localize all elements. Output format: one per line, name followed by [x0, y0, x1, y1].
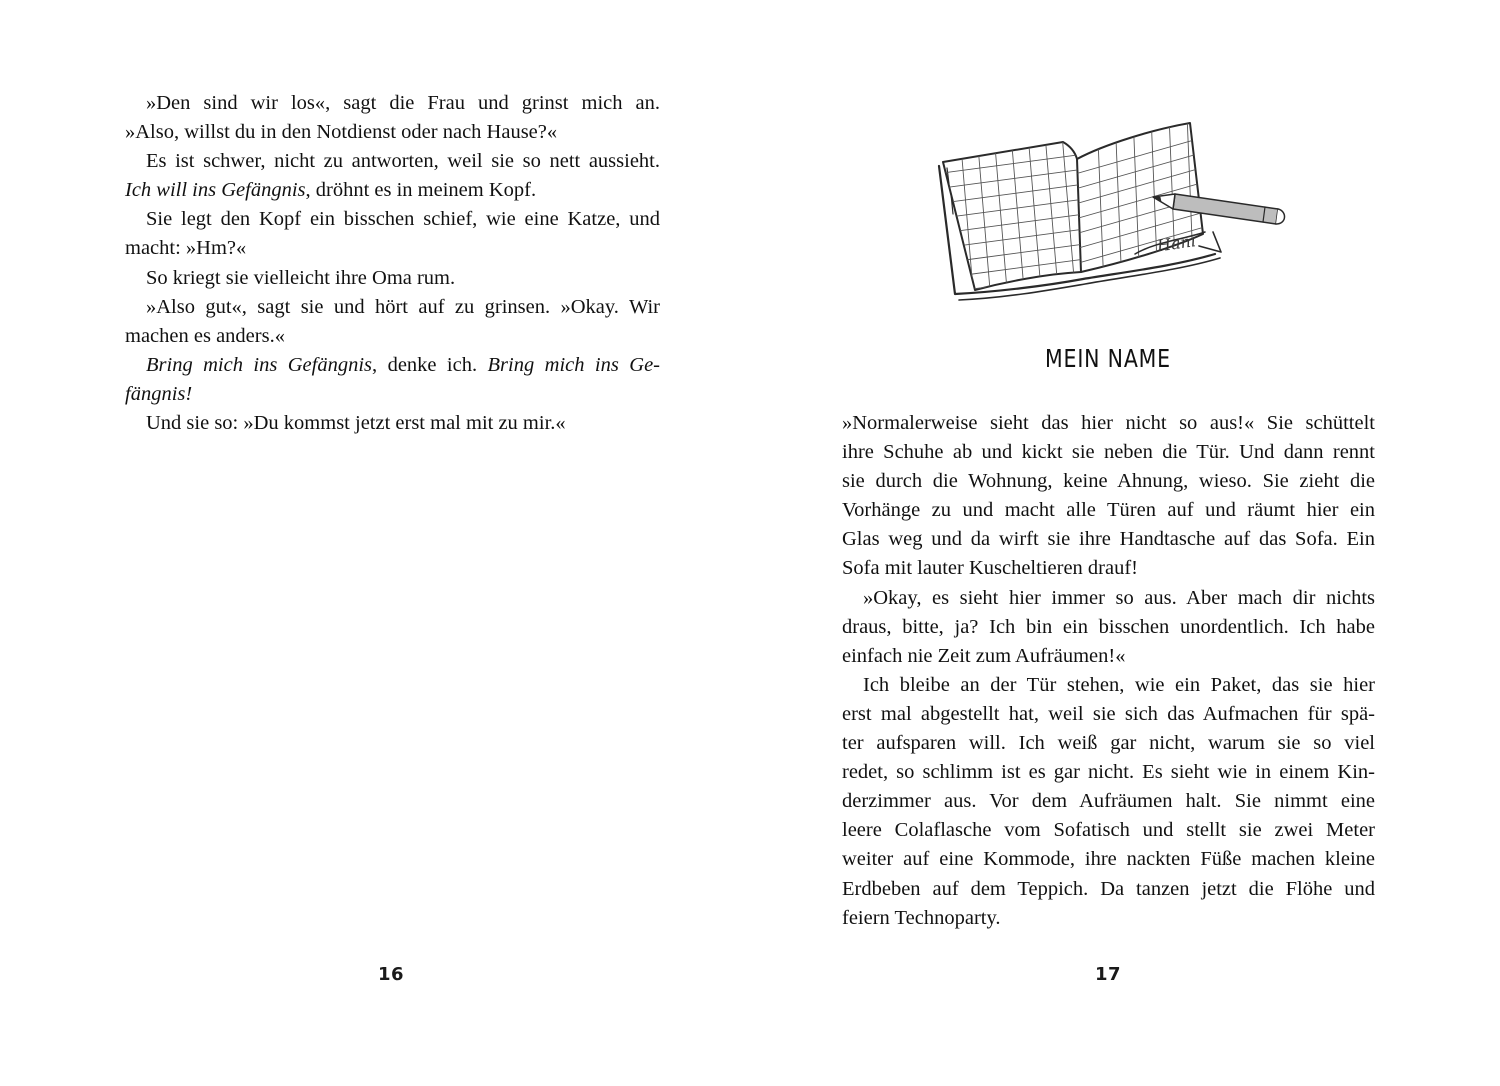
text-line	[842, 875, 1375, 904]
text-line	[125, 264, 660, 293]
text-segment: »Also gut«, sagt sie und hört auf zu grinsen. »Okay. Wir	[146, 295, 660, 318]
text-line	[842, 904, 1375, 933]
text-line	[125, 176, 660, 205]
text-line	[842, 438, 1375, 467]
text-segment: Sofa mit lauter Kuscheltieren drauf!	[842, 557, 1138, 580]
text-line	[125, 322, 660, 351]
italic-text: Bring mich ins Gefängnis	[146, 353, 373, 376]
text-line	[842, 496, 1375, 525]
right-page-body-text	[842, 409, 1375, 933]
left-page-body-text	[125, 89, 660, 438]
text-segment: Und sie so: »Du kommst jetzt erst mal mit zu mir.«	[146, 412, 566, 435]
text-line	[125, 234, 660, 263]
text-segment: »Also, willst du in den Notdienst oder nach Hause?«	[125, 121, 558, 144]
text-segment: »Normalerweise sieht das hier nicht so aus!« Sie schüttelt	[842, 412, 1375, 434]
text-line	[842, 584, 1375, 613]
text-segment: »Okay, es sieht hier immer so aus. Aber mach dir nichts	[863, 586, 1375, 609]
text-line	[842, 700, 1375, 729]
text-line	[842, 671, 1375, 700]
text-line	[842, 816, 1375, 845]
text-line	[842, 613, 1375, 642]
italic-text: fängnis!	[125, 382, 193, 405]
text-segment: weiter auf eine Kommode, ihre nackten Füße machen kleine	[842, 848, 1375, 871]
text-segment: derzimmer aus. Vor dem Aufräumen halt. Sie nimmt eine	[842, 790, 1375, 813]
text-segment: »Den sind wir los«, sagt die Frau und grinst mich an.	[146, 92, 660, 114]
text-segment: leere Colaflasche vom Sofatisch und stellt sie zwei Meter	[842, 819, 1375, 842]
text-line	[125, 380, 660, 409]
text-line	[125, 409, 660, 438]
text-segment: draus, bitte, ja? Ich bin ein bisschen unordentlich. Ich habe	[842, 615, 1375, 638]
text-segment: erst mal abgestellt hat, weil sie sich das Aufmachen für spä-	[842, 702, 1375, 725]
text-line	[842, 845, 1375, 874]
text-line	[842, 554, 1375, 583]
text-line	[125, 147, 660, 176]
text-segment: Vorhänge zu und macht alle Türen auf und räumt hier ein	[842, 499, 1375, 522]
text-segment: feiern Technoparty.	[842, 906, 1001, 929]
text-line	[842, 758, 1375, 787]
text-line	[842, 467, 1375, 496]
right-page	[750, 0, 1500, 1086]
chapter-title: MEIN NAME	[1045, 344, 1171, 373]
text-segment: , dröhnt es in meinem Kopf.	[305, 179, 537, 202]
text-segment: Es ist schwer, nicht zu antworten, weil sie so nett aussieht.	[146, 150, 660, 173]
text-segment: ihre Schuhe ab und kickt sie neben die Tür. Und dann rennt	[842, 441, 1375, 464]
text-segment: , denke ich.	[372, 353, 488, 376]
text-segment: So kriegt sie vielleicht ihre Oma rum.	[146, 266, 456, 289]
svg-text:Hani: Hani	[1155, 231, 1197, 256]
text-segment: ter aufsparen will. Ich weiß gar nicht, warum sie so viel	[842, 732, 1375, 755]
notebook-with-pencil-icon	[935, 114, 1305, 314]
text-line	[842, 642, 1375, 671]
text-segment: Ich bleibe an der Tür stehen, wie ein Paket, das sie hier	[863, 673, 1375, 696]
text-segment: redet, so schlimm ist es gar nicht. Es sieht wie in einem Kin-	[842, 761, 1375, 784]
text-segment: machen es anders.«	[125, 324, 285, 347]
page-number: 16	[377, 964, 405, 985]
text-segment: Erdbeben auf dem Teppich. Da tanzen jetzt die Flöhe und	[842, 877, 1375, 900]
text-line	[842, 787, 1375, 816]
text-segment: sie durch die Wohnung, keine Ahnung, wieso. Sie zieht die	[842, 470, 1375, 493]
text-line	[842, 729, 1375, 758]
text-segment: Glas weg und da wirft sie ihre Handtasche auf das Sofa. Ein	[842, 528, 1375, 551]
text-line	[125, 89, 660, 118]
text-segment: einfach nie Zeit zum Aufräumen!«	[842, 644, 1126, 667]
text-line	[842, 409, 1375, 438]
text-line	[125, 118, 660, 147]
italic-text: Bring mich ins Ge-	[487, 353, 660, 376]
text-line	[842, 525, 1375, 554]
text-line	[125, 351, 660, 380]
text-line	[125, 293, 660, 322]
italic-text: Ich will ins Gefängnis	[125, 179, 306, 202]
text-line	[125, 205, 660, 234]
page-number: 17	[1094, 964, 1122, 985]
text-segment: Sie legt den Kopf ein bisschen schief, wie eine Katze, und	[146, 208, 660, 231]
text-segment: macht: »Hm?«	[125, 237, 247, 260]
